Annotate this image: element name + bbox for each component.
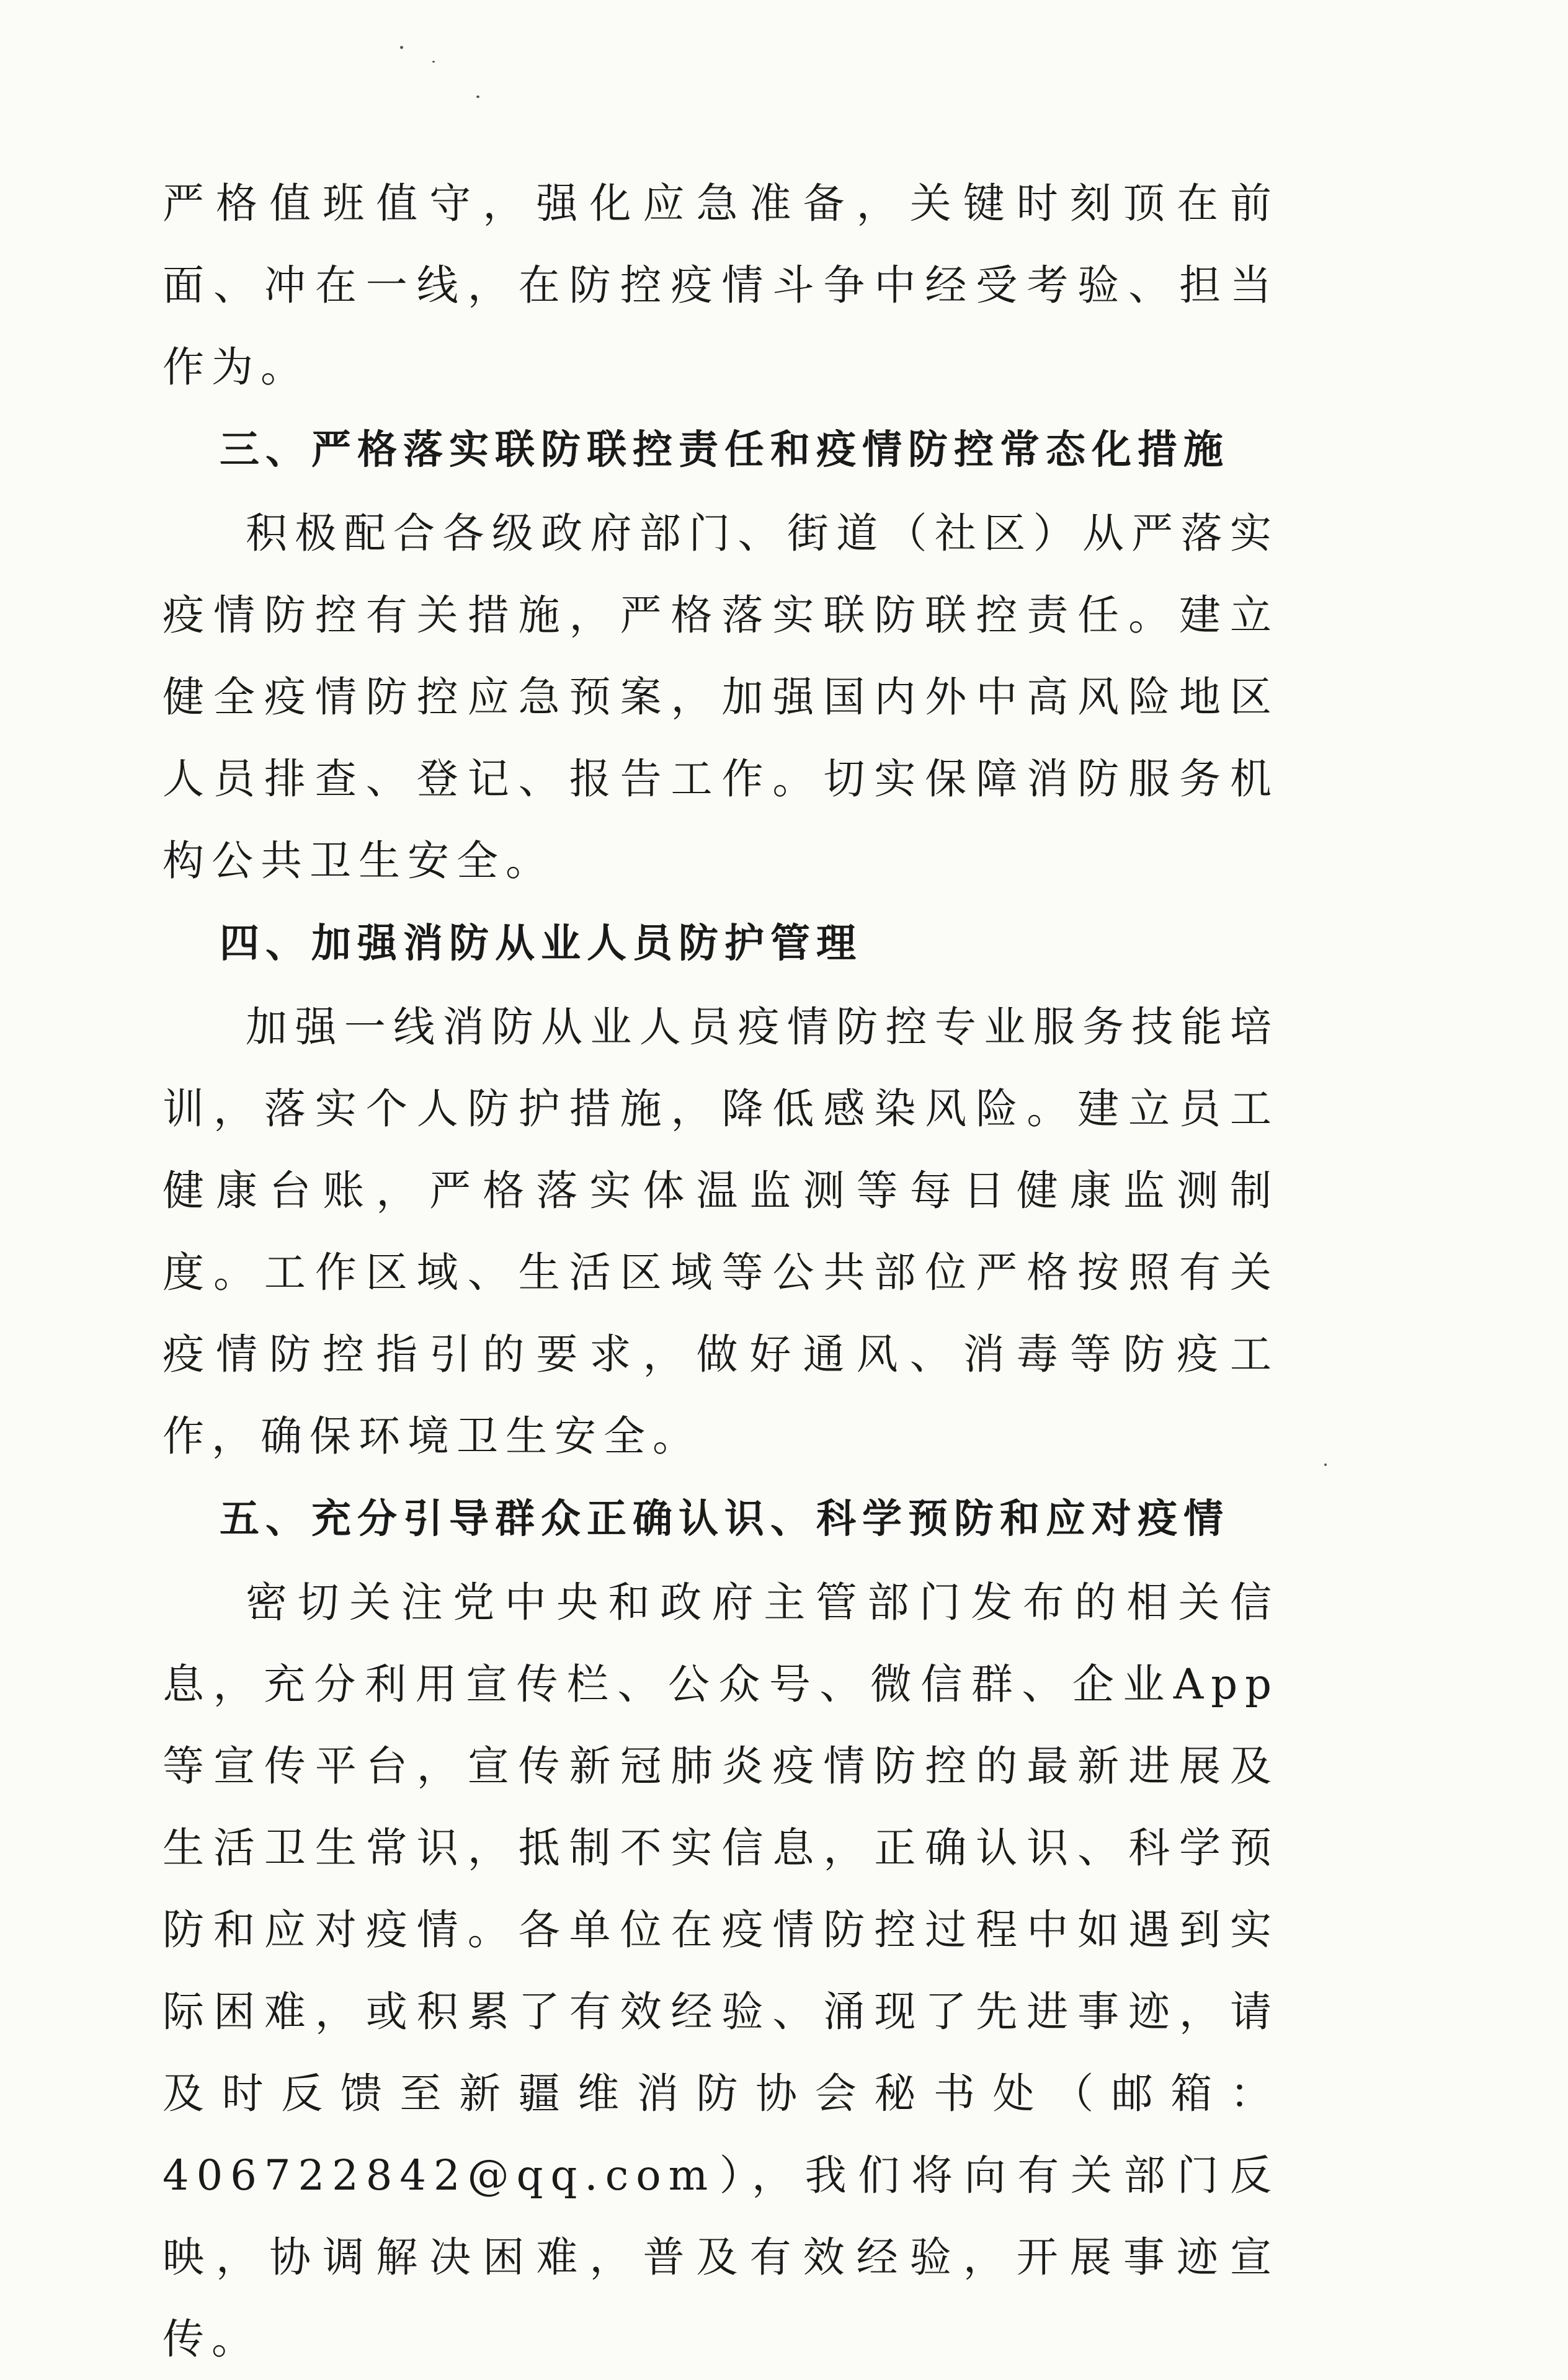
scan-speck: [400, 46, 403, 49]
document-body: [163, 162, 1279, 2380]
continuation-paragraph: 严格值班值守，强化应急准备，关键时刻顶在前面、冲在一线，在防控疫情斗争中经受考验、担当作为。: [163, 179, 1279, 391]
section-body-5: 密切关注党中央和政府主管部门发布的相关信息，充分利用宣传栏、公众号、微信群、企业App等宣传平台，宣传新冠肺炎疫情防控的最新进展及生活卫生常识，抵制不实信息，正确认识、科学预防和应对疫情。各单位在疫情防控过程中如遇到实际困难，或积累了有效经验、涌现了先进事迹，请及时反馈至新疆维消防协会秘书处（邮箱：406722842@qq.com），我们将向有关部门反映，协调解决困难，普及有效经验，开展事迹宣传。: [163, 1578, 1279, 2363]
scan-speck: [432, 61, 435, 63]
scan-speck: [476, 95, 479, 98]
scan-speck: [1324, 1463, 1327, 1466]
section-heading-4: 四、加强消防从业人员防护管理: [220, 921, 862, 967]
section-body-3: 积极配合各级政府部门、街道（社区）从严落实疫情防控有关措施，严格落实联防联控责任。建立健全疫情防控应急预案，加强国内外中高风险地区人员排查、登记、报告工作。切实保障消防服务机构公共卫生安全。: [163, 509, 1279, 885]
section-heading-5: 五、充分引导群众正确认识、科学预防和应对疫情: [220, 1496, 1229, 1542]
section-body-4: 加强一线消防从业人员疫情防控专业服务技能培训，落实个人防护措施，降低感染风险。建立员工健康台账，严格落实体温监测等每日健康监测制度。工作区域、生活区域等公共部位严格按照有关疫情防控指引的要求，做好通风、消毒等防疫工作，确保环境卫生安全。: [163, 1003, 1279, 1460]
section-heading-3: 三、严格落实联防联控责任和疫情防控常态化措施: [220, 427, 1229, 473]
